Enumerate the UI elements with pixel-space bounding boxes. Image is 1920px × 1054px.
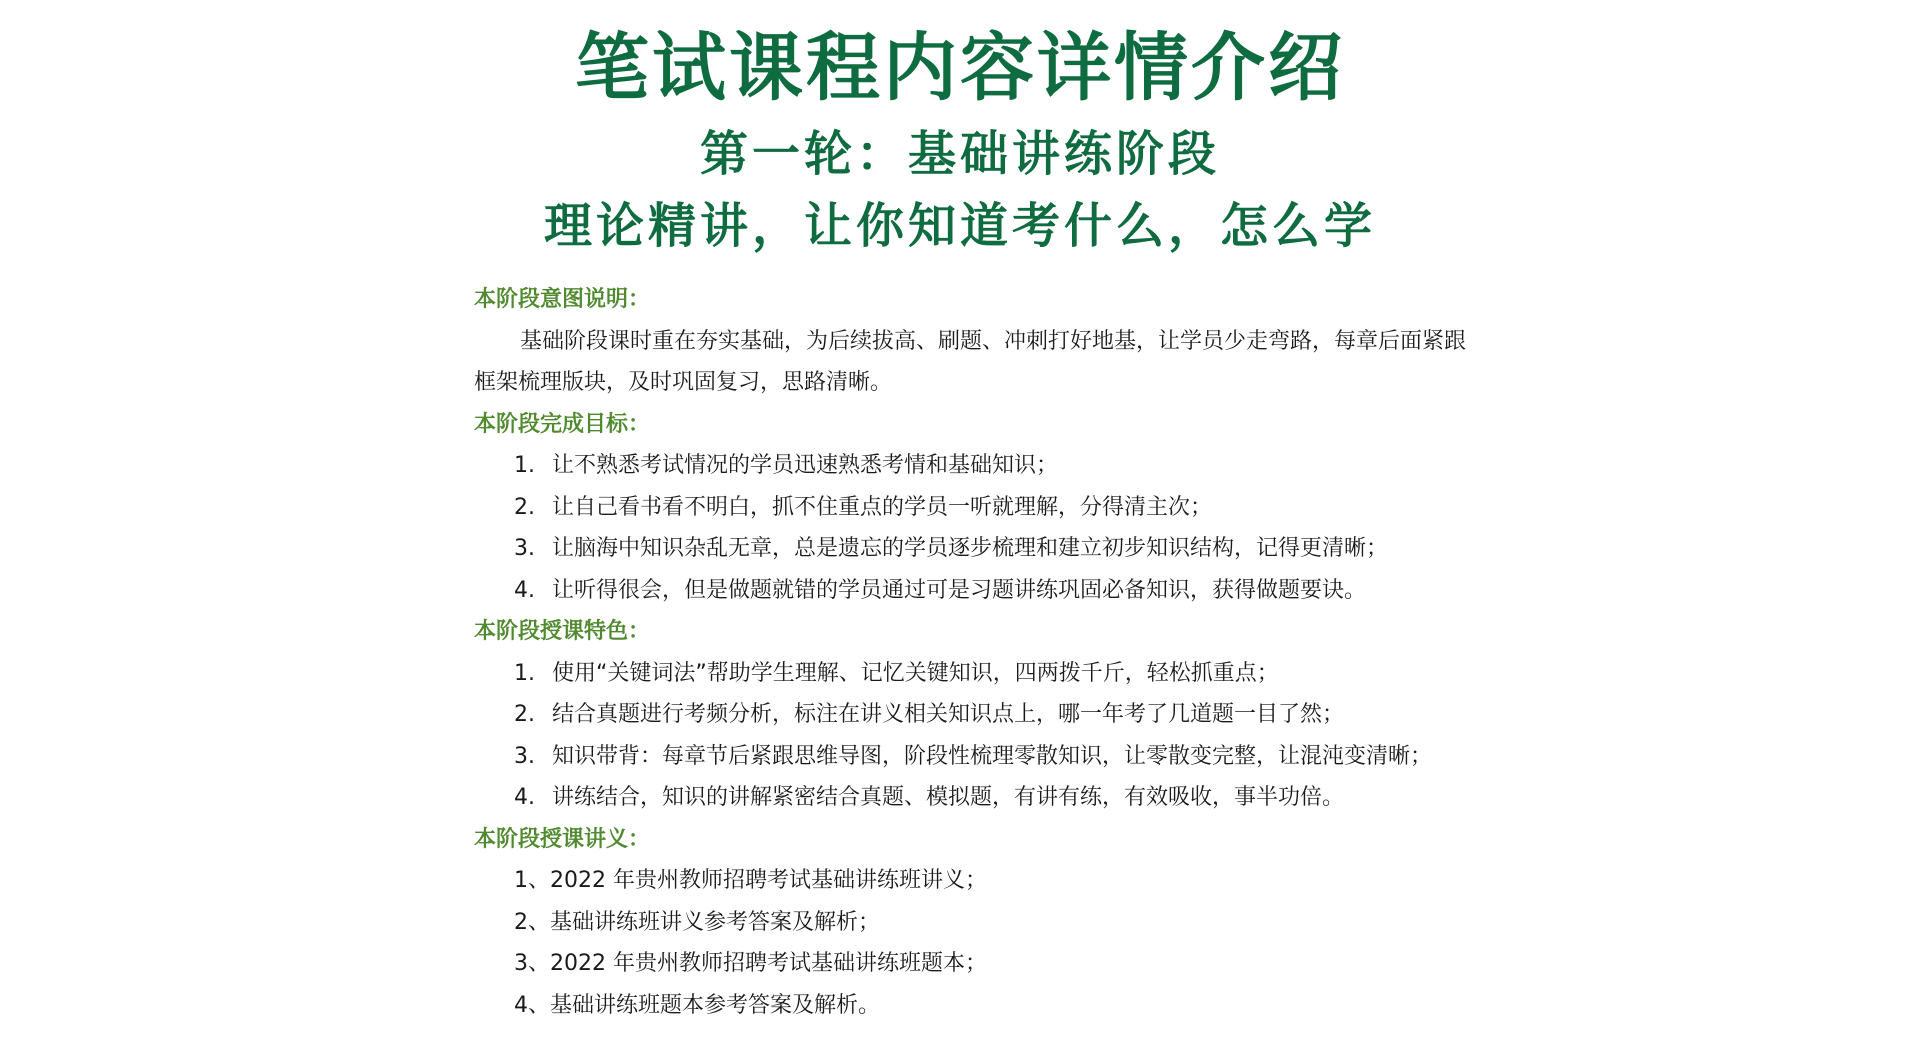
- list-item: [474, 736, 1484, 778]
- intent-paragraph: 基础阶段课时重在夯实基础，为后续拔高、刷题、冲刺打好地基，让学员少走弯路，每章后面紧跟框架梳理版块，及时巩固复习，思路清晰。: [474, 328, 1467, 395]
- list-item: [474, 653, 1484, 695]
- materials-list: [474, 860, 1484, 1026]
- list-item: 1、2022 年贵州教师招聘考试基础讲练班讲义；: [514, 868, 987, 893]
- list-item-number: 3.: [514, 536, 535, 561]
- list-item-number: 2.: [514, 494, 535, 520]
- list-item: [474, 777, 1484, 819]
- list-item-number: 2.: [514, 702, 535, 727]
- list-item: [474, 570, 1484, 612]
- list-item-text: 让听得很会，但是做题就错的学员通过可是习题讲练巩固必备知识，获得做题要诀。: [552, 577, 1367, 603]
- stage-slogan: 理论精讲，让你知道考什么，怎么学: [543, 198, 1376, 254]
- stage-subtitle: 第一轮：基础讲练阶段: [699, 126, 1220, 182]
- page-title: 笔试课程内容详情介绍: [575, 25, 1345, 111]
- features-list: [474, 653, 1484, 819]
- list-item-text: 结合真题进行考频分析，标注在讲义相关知识点上，哪一年考了几道题一目了然；: [552, 702, 1345, 727]
- list-item-text: 让不熟悉考试情况的学员迅速熟悉考情和基础知识；: [552, 453, 1059, 478]
- intent-heading: 本阶段意图说明：: [474, 287, 651, 312]
- list-item-number: 1.: [514, 660, 535, 686]
- list-item-text: 知识带背：每章节后紧跟思维导图，阶段性梳理零散知识，让零散变完整，让混沌变清晰；: [552, 743, 1433, 769]
- list-item-text: 让自己看书看不明白，抓不住重点的学员一听就理解，分得清主次；: [552, 494, 1213, 520]
- list-item: [474, 445, 1484, 487]
- list-item-number: 3.: [514, 743, 535, 769]
- list-item-text: 讲练结合，知识的讲解紧密结合真题、模拟题，有讲有练，有效吸收，事半功倍。: [552, 785, 1345, 810]
- list-item: [474, 694, 1484, 736]
- list-item-number: 4.: [514, 785, 535, 810]
- list-item: 3、2022 年贵州教师招聘考试基础讲练班题本；: [514, 951, 987, 976]
- goals-heading: 本阶段完成目标：: [474, 411, 651, 437]
- list-item: [474, 528, 1484, 570]
- list-item-number: 1.: [514, 453, 535, 478]
- materials-heading: 本阶段授课讲义：: [474, 826, 651, 852]
- list-item-number: 4.: [514, 577, 535, 603]
- list-item-text: 使用“关键词法”帮助学生理解、记忆关键知识，四两拨千斤，轻松抓重点；: [552, 660, 1279, 686]
- content-body: [474, 279, 1484, 1026]
- features-heading: 本阶段授课特色：: [474, 619, 651, 644]
- goals-list: [474, 445, 1484, 611]
- list-item-text: 让脑海中知识杂乱无章，总是遗忘的学员逐步梳理和建立初步知识结构，记得更清晰；: [552, 536, 1389, 561]
- list-item: [474, 487, 1484, 529]
- list-item: 2、基础讲练班讲义参考答案及解析；: [514, 909, 880, 935]
- list-item: 4、基础讲练班题本参考答案及解析。: [514, 992, 880, 1018]
